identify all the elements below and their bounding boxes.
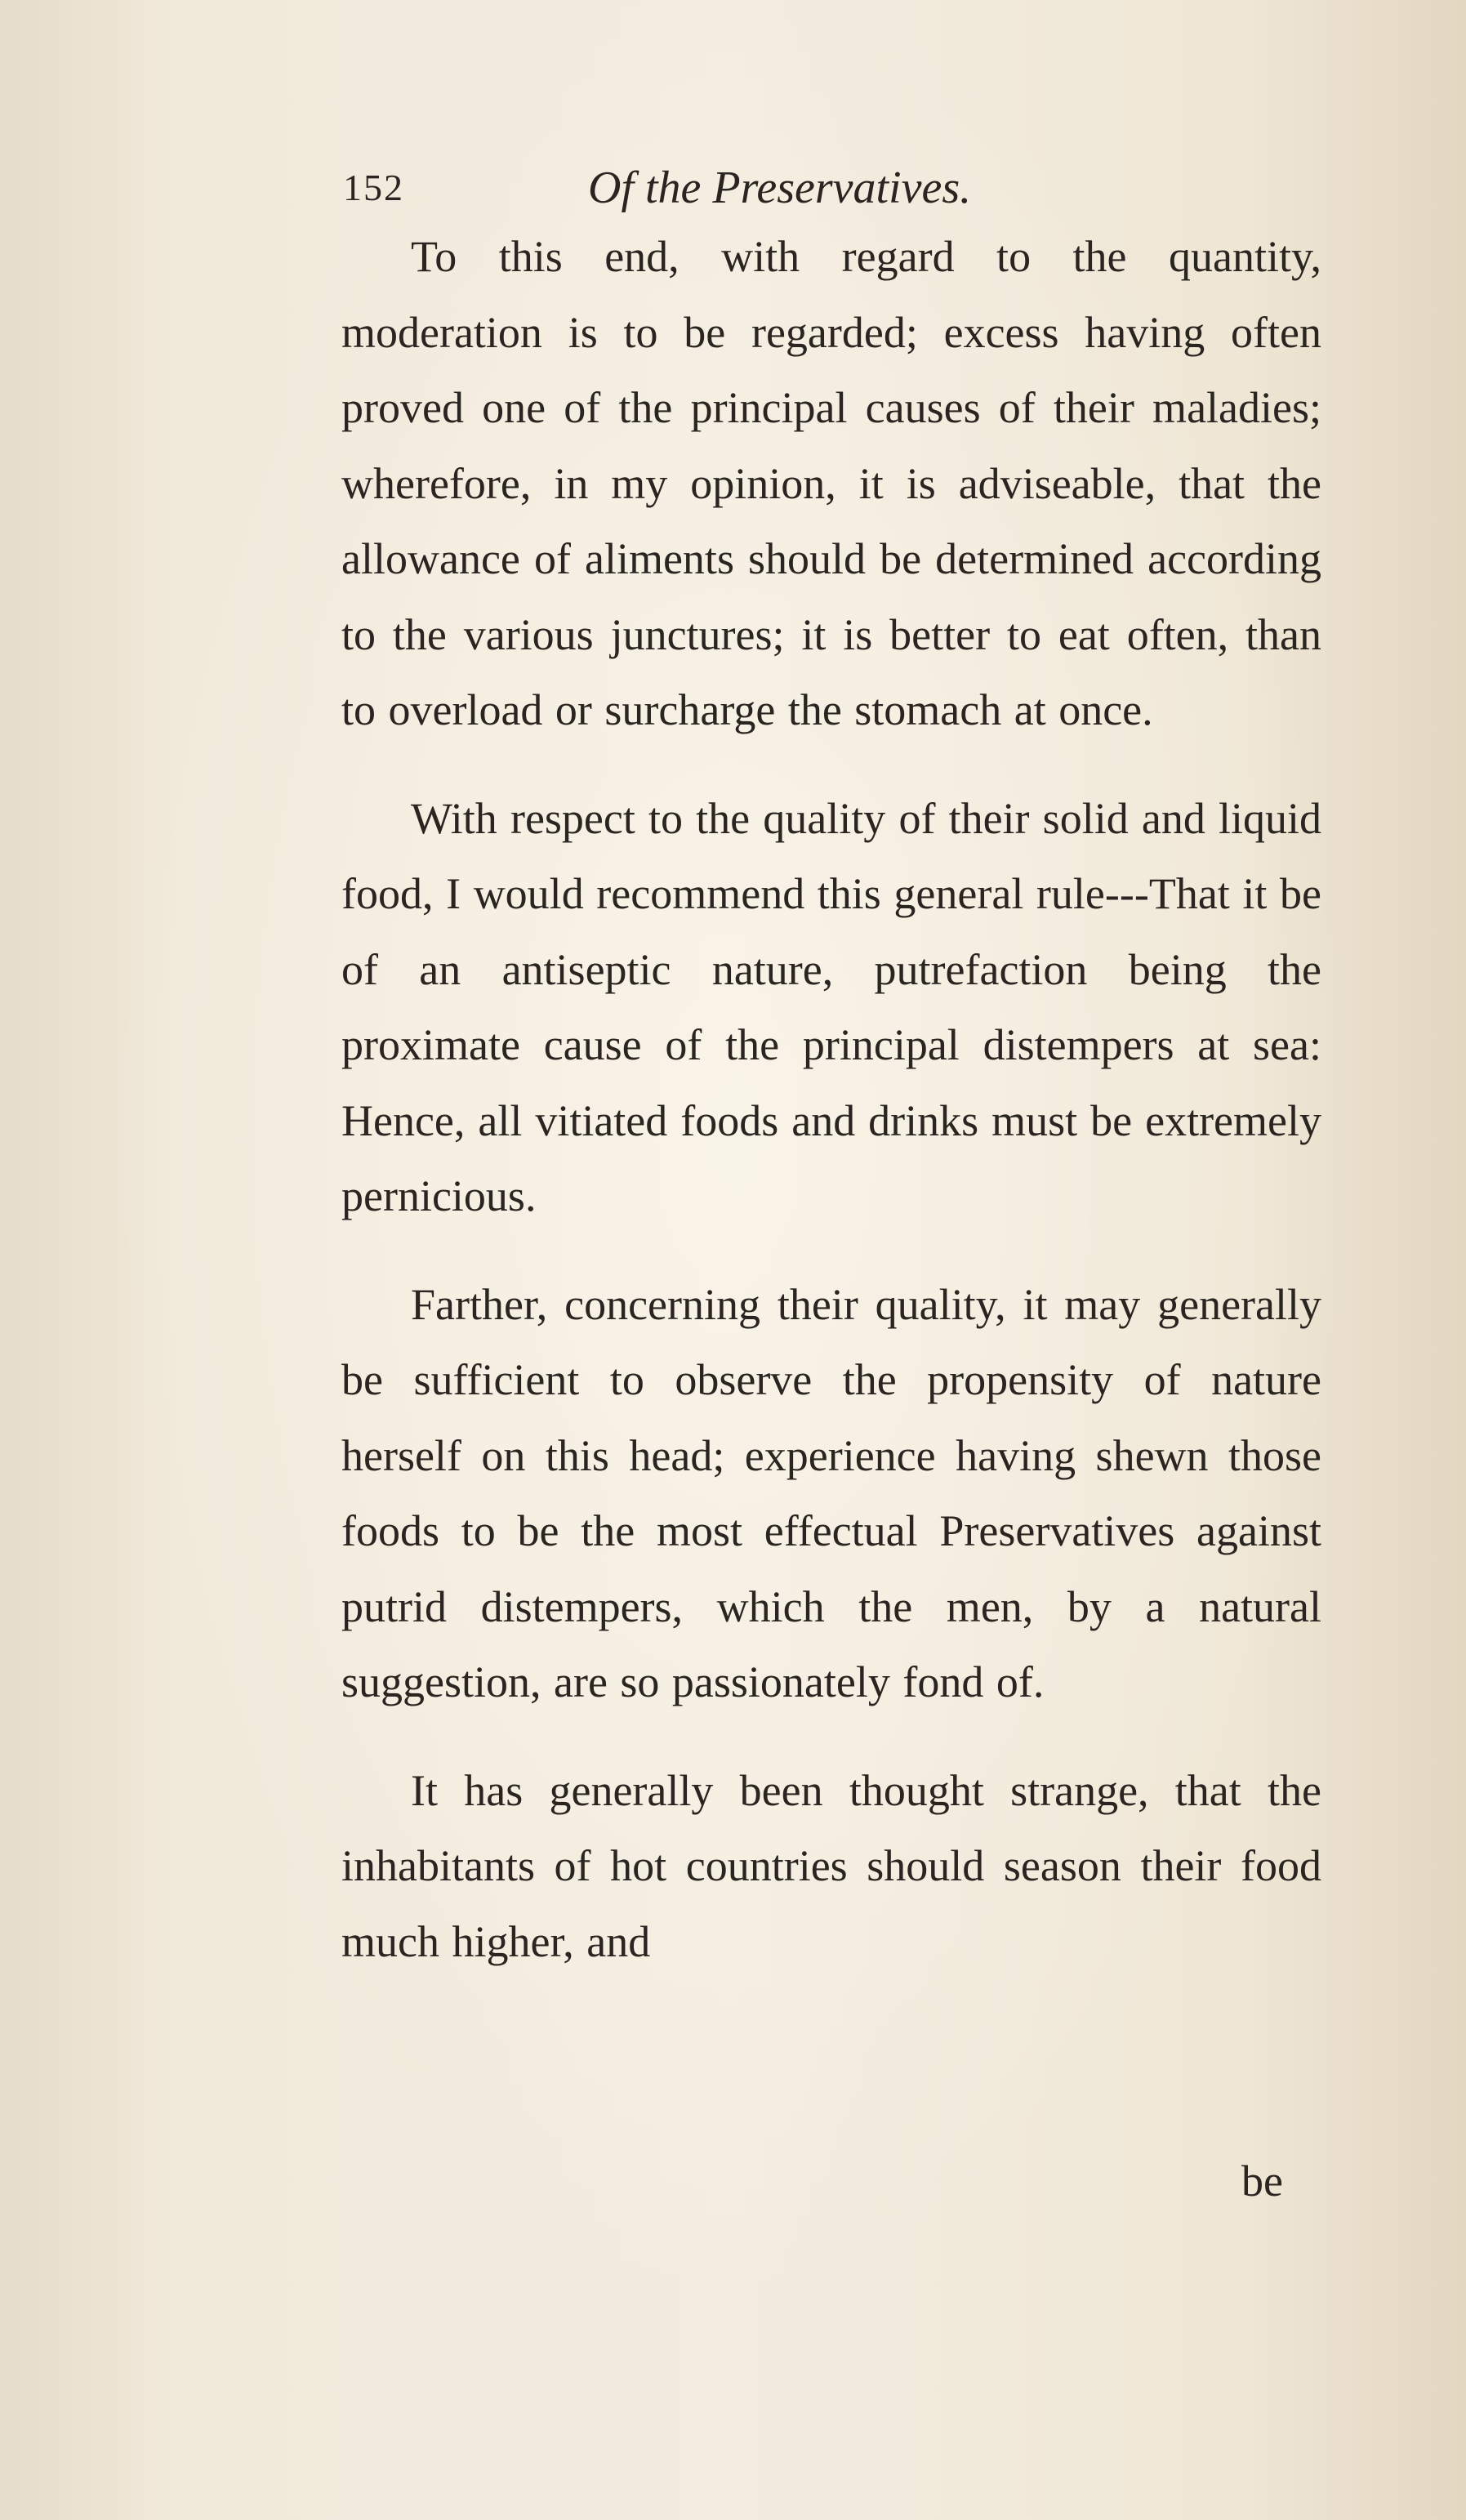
body-text (341, 219, 1321, 2012)
paragraph-2: With respect to the quality of their solid and liquid food, I would recommend this general rule---That it be of an antiseptic nature, putrefaction being the proximate cause of the principal distempers at sea: Hence, all vitiated foods and drinks must be extremely pernicious. (341, 793, 1321, 1220)
paragraph-4: It has generally been thought strange, that the inhabitants of hot countries should season their food much higher, and (341, 1765, 1321, 1966)
page-header (343, 155, 1348, 221)
paragraph-3: Farther, concerning their quality, it may generally be sufficient to observe the propensity of nature herself on this head; experience having shewn those foods to be the most effectual Preservatives against putrid distempers, which the men, by a natural suggestion, are so passionately fond of. (341, 1279, 1321, 1706)
page-number: 152 (343, 167, 404, 208)
paragraph-1: To this end, with regard to the quantity, moderation is to be regarded; excess having often proved one of the principal causes of their maladies; wherefore, in my opinion, it is adviseable, that the allowance of aliments should be determined according to the various junctures; it is better to eat often, than to overload or surcharge the stomach at once. (341, 232, 1321, 734)
catchword: be (1241, 2156, 1283, 2206)
running-title: Of the Preservatives. (588, 163, 972, 213)
